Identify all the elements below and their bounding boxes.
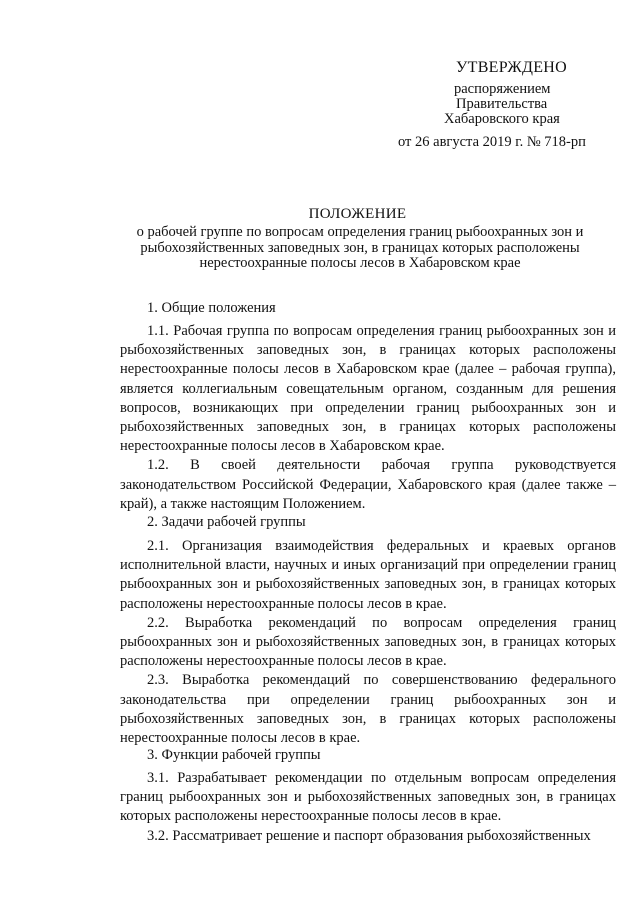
paragraph: 3.2. Рассматривает решение и паспорт образования рыбохозяйственных <box>147 827 591 844</box>
paragraph: 1.1. Рабочая группа по вопросам определения границ рыбоохранных зон и рыбохозяйственных заповедных зон, в границах которых расположены нерестоохранные полосы лесов в Хабаровском крае (далее – рабочая группа), является коллегиальным совещательным органом, созданным для решения вопросов, возникающих при определении границ рыбоохранных зон и рыбохозяйственных заповедных зон, в границах которых расположены нерестоохранные полосы лесов в Хабаровском крае. <box>120 323 616 455</box>
approval-stamp <box>380 58 620 150</box>
paragraph: 2.3. Выработка рекомендаций по совершенствованию федерального законодательства при определении границ рыбоохранных зон и рыбохозяйственных заповедных зон, в границах которых расположены нерестоохранные полосы лесов в крае. <box>120 672 616 747</box>
section-body <box>120 769 616 846</box>
section-heading: 2. Задачи рабочей группы <box>147 514 306 530</box>
document-title: ПОЛОЖЕНИЕ <box>308 206 407 222</box>
approval-date: от 26 августа 2019 г. № 718-рп <box>398 134 586 150</box>
approval-title: УТВЕРЖДЕНО <box>456 59 568 76</box>
section-heading: 3. Функции рабочей группы <box>147 747 321 763</box>
approval-line: распоряжением <box>454 81 551 97</box>
paragraph: 2.1. Организация взаимодействия федеральных и краевых органов исполнительной власти, научных и иных организаций при определении границ рыбоохранных зон и рыбохозяйственных заповедных зон, в границах которых расположены нерестоохранные полосы лесов в крае. <box>120 538 616 612</box>
document-subtitle: о рабочей группе по вопросам определения границ рыбоохранных зон и рыбохозяйственных заповедных зон, в границах которых расположены нерестоохранные полосы лесов в Хабаровском крае <box>136 224 584 271</box>
approval-line: Хабаровского края <box>444 111 560 127</box>
paragraph: 2.2. Выработка рекомендаций по вопросам определения границ рыбоохранных зон и рыбохозяйственных заповедных зон, в границах которых расположены нерестоохранные полосы лесов в крае. <box>120 614 616 670</box>
approval-line: Правительства <box>456 96 548 112</box>
section-body <box>120 537 616 748</box>
section-body <box>120 322 616 514</box>
paragraph: 3.1. Разрабатывает рекомендации по отдельным вопросам определения границ рыбоохранных зон и рыбохозяйственных заповедных зон, в границах которых расположены нерестоохранные полосы лесов в крае. <box>120 770 616 825</box>
paragraph: 1.2. В своей деятельности рабочая группа руководствуется законодательством Российской Федерации, Хабаровского края (далее также – край), а также настоящим Положением. <box>120 457 616 512</box>
section-heading: 1. Общие положения <box>147 300 276 316</box>
